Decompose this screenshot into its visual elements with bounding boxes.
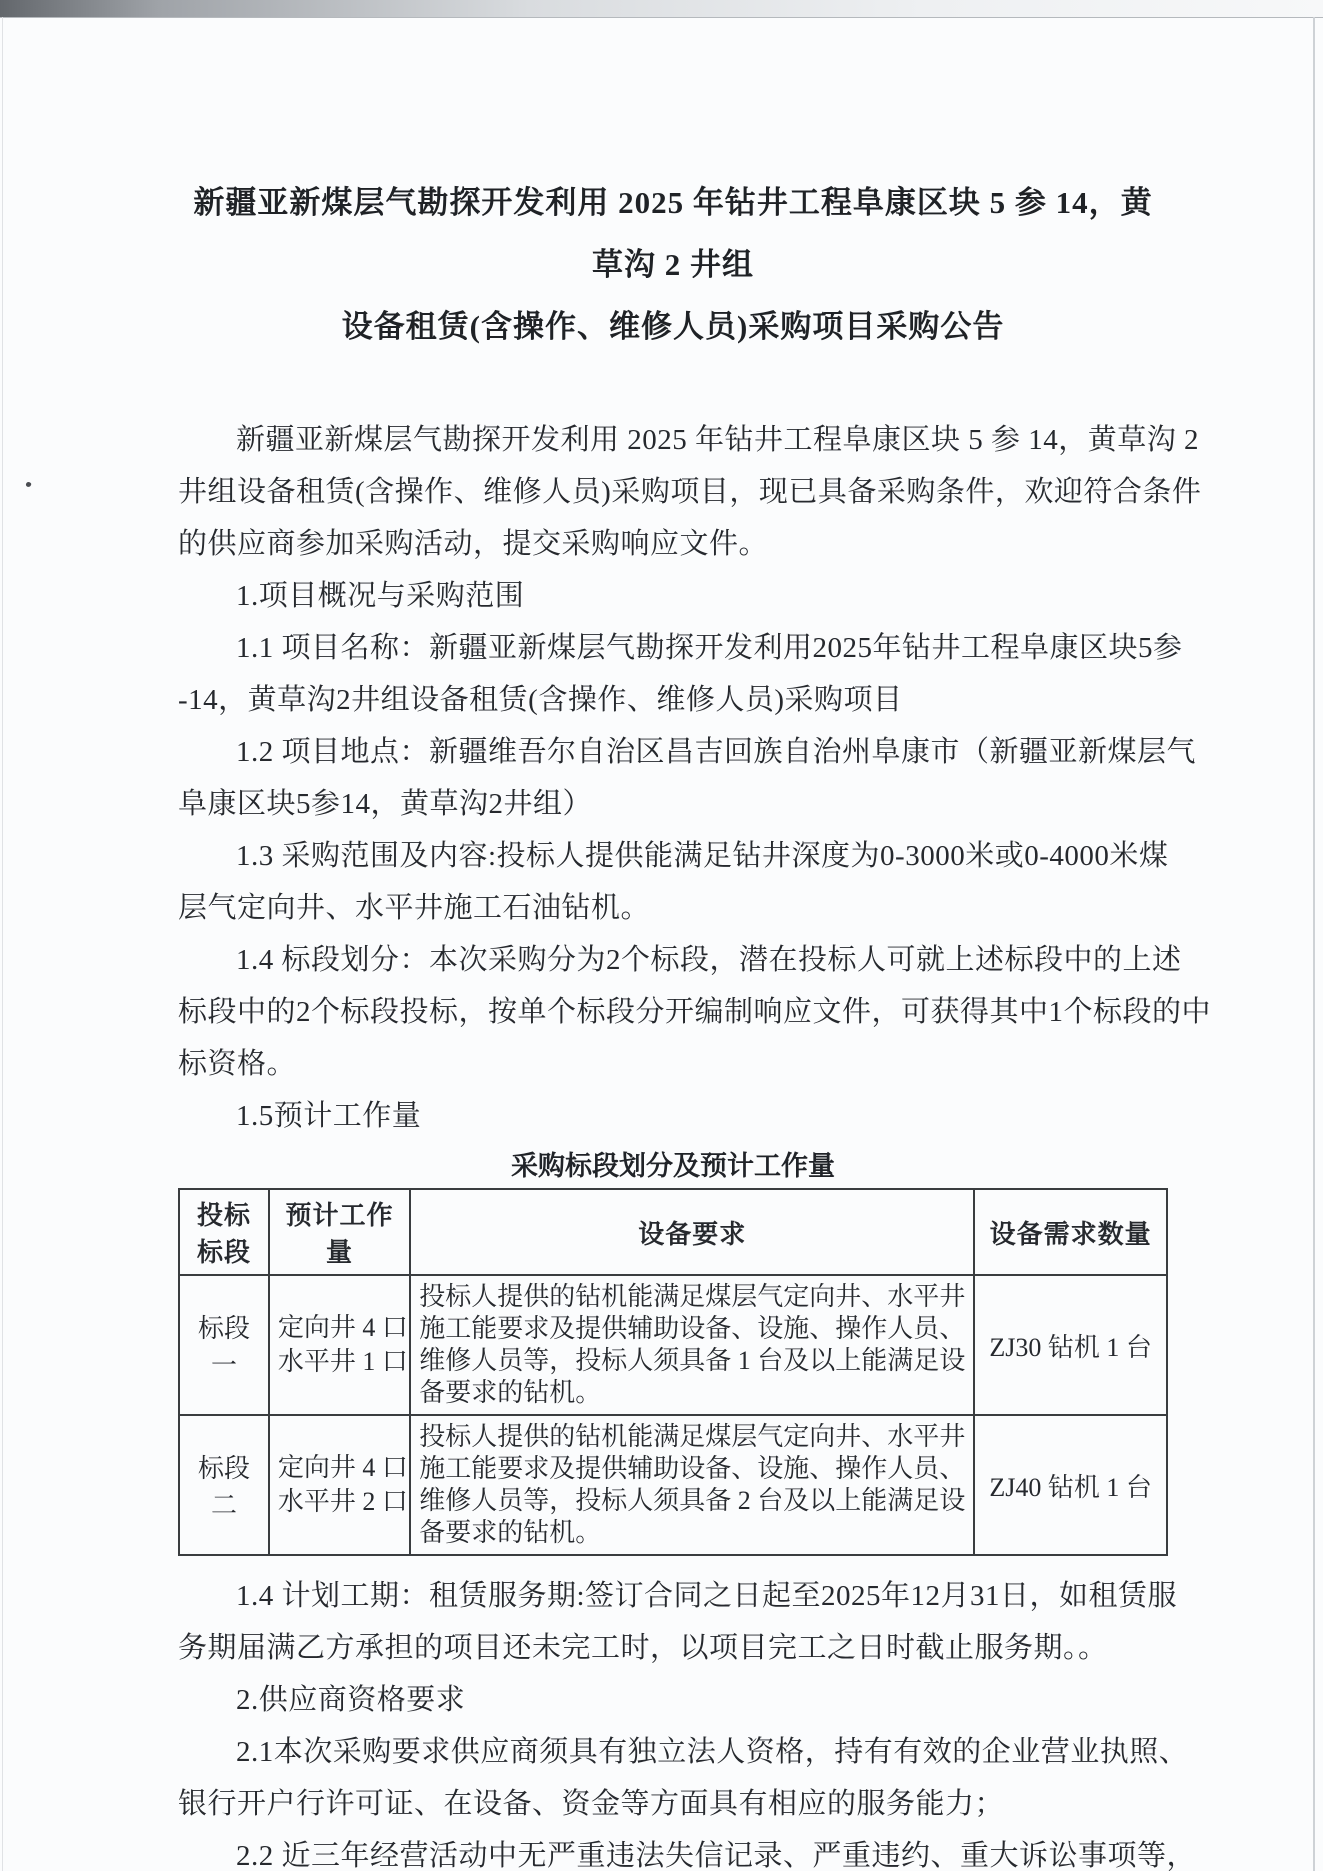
workload-table-block (178, 1146, 1168, 1556)
document-line: 层气定向井、水平井施工石油钻机。 (178, 892, 651, 924)
document-line: -14，黄草沟2井组设备租赁(含操作、维修人员)采购项目 (178, 684, 903, 716)
cell-equipment-requirements: 投标人提供的钻机能满足煤层气定向井、水平井施工能要求及提供辅助设备、设施、操作人员、维修人员等，投标人须具备 1 台及以上能满足设备要求的钻机。 (410, 1275, 974, 1415)
workload-line: 定向井 4 口 (277, 1453, 408, 1482)
document-line: 新疆亚新煤层气勘探开发利用 2025 年钻井工程阜康区块 5 参 14，黄草沟 2 (236, 424, 1200, 456)
document-line: 银行开户行许可证、在设备、资金等方面具有相应的服务能力； (178, 1788, 1005, 1820)
document-title-line-1: 新疆亚新煤层气勘探开发利用 2025 年钻井工程阜康区块 5 参 14，黄草沟 2 井组 (193, 185, 1153, 282)
table-row (179, 1275, 1167, 1415)
document-body-top (178, 414, 1212, 1142)
scan-edge-left (2, 17, 3, 1871)
scan-speck (25, 481, 32, 488)
table-row (179, 1415, 1167, 1555)
table-header-cell: 设备需求数量 (974, 1189, 1167, 1275)
document-line: 2.1本次采购要求供应商须具有独立法人资格，持有有效的企业营业执照、 (236, 1736, 1189, 1768)
cell-workload (269, 1275, 410, 1415)
workload-line: 定向井 4 口 (277, 1313, 408, 1342)
table-header-cell: 设备要求 (410, 1189, 974, 1275)
document-line: 1.3 采购范围及内容:投标人提供能满足钻井深度为0-3000米或0-4000米煤 (236, 840, 1169, 872)
document-line: 1.2 项目地点：新疆维吾尔自治区昌吉回族自治州阜康市（新疆亚新煤层气 (236, 736, 1197, 768)
workload-line: 水平井 2 口 (277, 1487, 408, 1516)
document-line: 1.4 标段划分：本次采购分为2个标段，潜在投标人可就上述标段中的上述 (236, 944, 1182, 976)
document-line: 的供应商参加采购活动，提交采购响应文件。 (178, 528, 769, 560)
workload-table (178, 1188, 1168, 1556)
cell-equipment-requirements: 投标人提供的钻机能满足煤层气定向井、水平井施工能要求及提供辅助设备、设施、操作人员、维修人员等，投标人须具备 2 台及以上能满足设备要求的钻机。 (410, 1415, 974, 1555)
document-line: 1.5预计工作量 (236, 1100, 422, 1132)
document-line: 井组设备租赁(含操作、维修人员)采购项目，现已具备采购条件，欢迎符合条件 (178, 476, 1202, 508)
table-header-cell: 预计工作量 (269, 1189, 410, 1275)
document-line: 阜康区块5参14，黄草沟2井组） (178, 788, 593, 820)
scan-edge-right (1313, 17, 1315, 1871)
document-line: 1.4 计划工期：租赁服务期:签订合同之日起至2025年12月31日，如租赁服 (236, 1580, 1178, 1612)
table-caption: 采购标段划分及预计工作量 (511, 1151, 835, 1181)
document-content (178, 0, 1212, 1871)
document-body-bottom (178, 1570, 1197, 1871)
cell-equipment-quantity: ZJ30 钻机 1 台 (974, 1275, 1167, 1415)
document-line: 标段中的2个标段投标，按单个标段分开编制响应文件，可获得其中1个标段的中 (178, 996, 1212, 1028)
document-line: 务期届满乙方承担的项目还未完工时，以项目完工之日时截止服务期。。 (178, 1632, 1108, 1664)
document-line: 2.供应商资格要求 (236, 1684, 466, 1716)
document-title-line-2: 设备租赁(含操作、维修人员)采购项目采购公告 (341, 309, 1005, 344)
cell-equipment-quantity: ZJ40 钻机 1 台 (974, 1415, 1167, 1555)
workload-line: 水平井 1 口 (277, 1347, 408, 1376)
table-header-row (179, 1189, 1167, 1275)
table-header-cell: 投标标段 (179, 1189, 269, 1275)
document-line: 1.1 项目名称：新疆亚新煤层气勘探开发利用2025年钻井工程阜康区块5参 (236, 632, 1183, 664)
cell-segment: 标段二 (179, 1415, 269, 1555)
table-body (179, 1275, 1167, 1555)
cell-segment: 标段一 (179, 1275, 269, 1415)
document-line: 标资格。 (178, 1048, 297, 1080)
document-line: 1.项目概况与采购范围 (236, 580, 525, 612)
document-title (178, 172, 1168, 358)
cell-workload (269, 1415, 410, 1555)
document-line: 2.2 近三年经营活动中无严重违法失信记录、严重违约、重大诉讼事项等， (236, 1840, 1197, 1871)
